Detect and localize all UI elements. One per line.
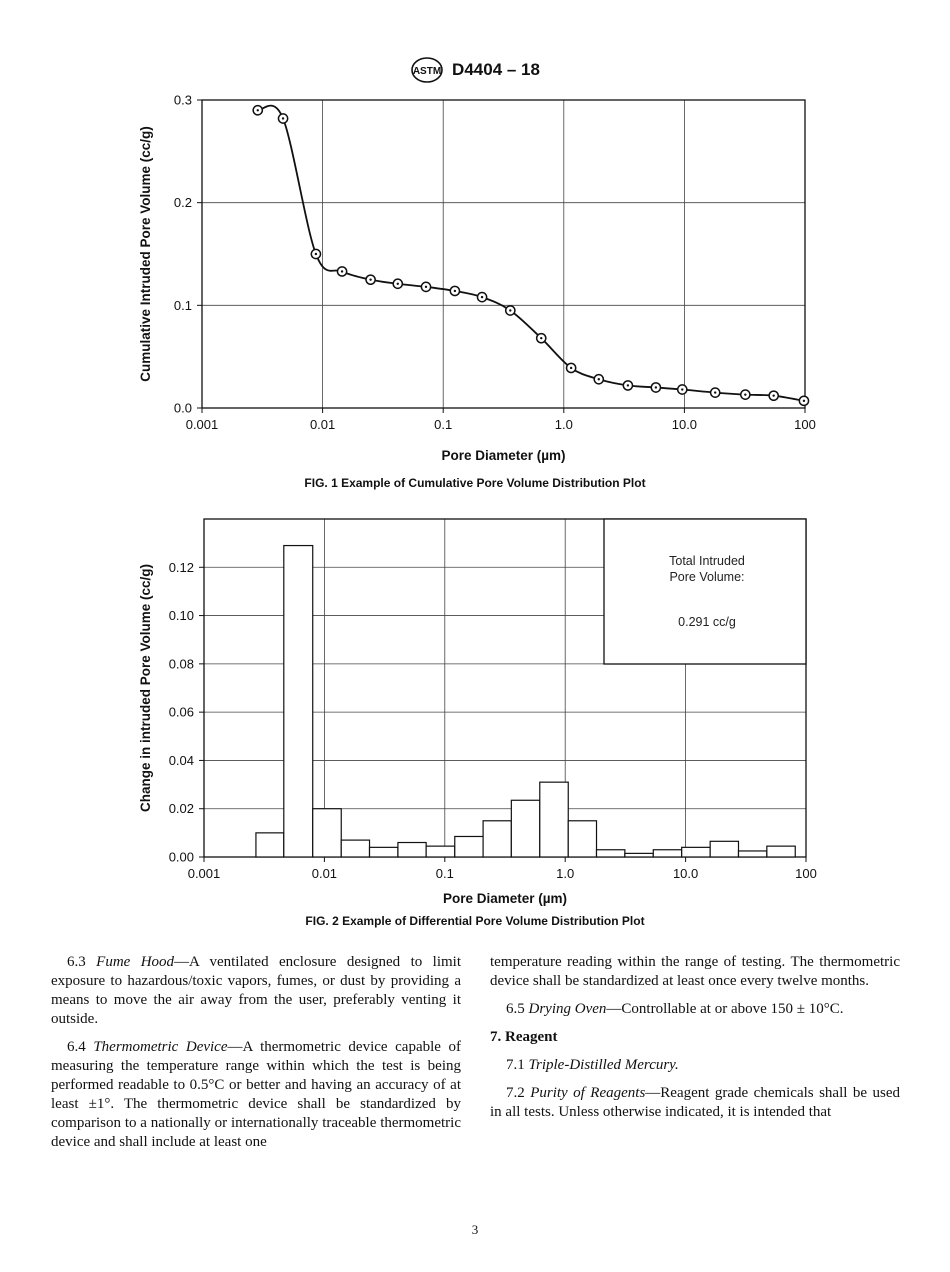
histogram-bar bbox=[682, 847, 710, 857]
data-point-center bbox=[655, 386, 657, 388]
histogram-bar bbox=[540, 782, 568, 857]
histogram-bar bbox=[398, 843, 426, 857]
paragraph-6-4-continued: temperature reading within the range of testing. The thermometric device shall be standardized at least once every twelve months. bbox=[490, 954, 900, 989]
x-tick-label: 10.0 bbox=[671, 417, 698, 432]
paragraph-text: —Reagent grade chemicals shall be used in all tests. Unless otherwise indicated, it is intended that bbox=[490, 1085, 900, 1120]
data-point bbox=[477, 293, 486, 302]
y-axis-label: Change in intruded Pore Volume (cc/g) bbox=[138, 563, 153, 813]
data-point-center bbox=[803, 400, 805, 402]
section-number: 6.5 bbox=[506, 1001, 525, 1017]
term: Thermometric Device bbox=[93, 1039, 228, 1055]
annotation-line-2: Pore Volume: bbox=[669, 570, 745, 584]
section-number: 6.4 bbox=[67, 1039, 86, 1055]
histogram-bar bbox=[568, 821, 596, 857]
x-tick-label: 100 bbox=[795, 866, 817, 881]
cumulative-series-line bbox=[258, 106, 804, 401]
histogram-bar bbox=[483, 821, 511, 857]
section-number: 6.3 bbox=[67, 954, 86, 970]
histogram-bar bbox=[710, 841, 738, 857]
data-point bbox=[393, 279, 402, 288]
histogram-bar bbox=[511, 800, 539, 857]
y-tick-label: 0.08 bbox=[168, 656, 194, 672]
plot-frame bbox=[202, 100, 805, 408]
data-point-center bbox=[315, 253, 317, 255]
x-tick-label: 0.001 bbox=[187, 866, 221, 881]
term: Purity of Reagents bbox=[530, 1085, 646, 1101]
y-tick-label: 0.04 bbox=[168, 752, 194, 768]
data-point-center bbox=[425, 286, 427, 288]
annotation-line-1: Total Intruded bbox=[669, 554, 745, 568]
data-point-center bbox=[540, 337, 542, 339]
data-point-center bbox=[598, 378, 600, 380]
x-tick-label: 0.1 bbox=[434, 417, 453, 432]
paragraph-text: —Controllable at or above 150 ± 10°C. bbox=[606, 1001, 844, 1017]
x-tick-label: 1.0 bbox=[554, 417, 573, 432]
svg-text:ASTM: ASTM bbox=[412, 66, 442, 77]
histogram-bar bbox=[767, 846, 795, 857]
data-point bbox=[623, 381, 632, 390]
paragraph-6-4 bbox=[51, 1038, 461, 1152]
data-point-center bbox=[341, 270, 343, 272]
data-point bbox=[651, 383, 660, 392]
figure-1-caption: FIG. 1 Example of Cumulative Pore Volume Distribution Plot bbox=[304, 476, 646, 490]
annotation-value: 0.291 cc/g bbox=[678, 615, 736, 629]
data-point-center bbox=[397, 283, 399, 285]
data-point bbox=[594, 375, 603, 384]
x-tick-label: 100 bbox=[794, 417, 816, 432]
histogram-bar bbox=[625, 853, 653, 857]
data-point-center bbox=[772, 394, 774, 396]
term: Triple-Distilled Mercury. bbox=[528, 1057, 679, 1073]
y-tick-label: 0.0 bbox=[173, 400, 192, 416]
histogram-bar bbox=[455, 836, 483, 857]
data-point-center bbox=[744, 393, 746, 395]
data-point-center bbox=[257, 109, 259, 111]
x-tick-label: 10.0 bbox=[672, 866, 699, 881]
figure-2-caption: FIG. 2 Example of Differential Pore Volume Distribution Plot bbox=[305, 914, 645, 928]
y-tick-label: 0.00 bbox=[168, 849, 194, 865]
y-tick-label: 0.12 bbox=[168, 559, 194, 575]
right-column bbox=[490, 953, 900, 1131]
page-header bbox=[0, 56, 950, 84]
section-number: 7.2 bbox=[506, 1085, 525, 1101]
paragraph-text: —A thermometric device capable of measuring the temperature range within which the test is being performed readable to 0.5°C or better and having an accuracy of at least ±1°. The thermometric device shall be standardized by comparison to a nationally or internationally traceable thermometric device and shall include at least one bbox=[51, 1039, 461, 1150]
paragraph-7-1 bbox=[490, 1056, 900, 1075]
histogram-bar bbox=[653, 850, 681, 857]
y-tick-label: 0.02 bbox=[168, 801, 194, 817]
x-tick-label: 0.001 bbox=[185, 417, 219, 432]
data-point bbox=[253, 106, 262, 115]
data-point-center bbox=[681, 388, 683, 390]
histogram-bar bbox=[370, 847, 398, 857]
data-point bbox=[366, 275, 375, 284]
section-number: 7.1 bbox=[506, 1057, 525, 1073]
data-point bbox=[337, 267, 346, 276]
x-tick-label: 1.0 bbox=[556, 866, 575, 881]
y-tick-label: 0.10 bbox=[168, 608, 194, 624]
data-point-center bbox=[282, 117, 284, 119]
data-point-center bbox=[627, 384, 629, 386]
data-point bbox=[769, 391, 778, 400]
histogram-bar bbox=[341, 840, 369, 857]
paragraph-6-3 bbox=[51, 953, 461, 1029]
data-point-center bbox=[369, 278, 371, 280]
data-point bbox=[278, 114, 287, 123]
x-tick-label: 0.1 bbox=[435, 866, 454, 881]
data-point-center bbox=[570, 367, 572, 369]
data-point-center bbox=[509, 309, 511, 311]
x-tick-label: 0.01 bbox=[311, 866, 338, 881]
histogram-bar bbox=[284, 546, 313, 857]
term: Drying Oven bbox=[528, 1001, 607, 1017]
document-designation: D4404 – 18 bbox=[452, 60, 540, 79]
total-volume-annotation-box bbox=[604, 519, 806, 664]
histogram-bar bbox=[597, 850, 625, 857]
x-axis-label: Pore Diameter (µm) bbox=[441, 448, 566, 463]
y-tick-label: 0.06 bbox=[168, 704, 194, 720]
paragraph-text: —A ventilated enclosure designed to limit exposure to hazardous/toxic vapors, fumes, or dust by providing a means to move the air away from the user, preferably venting it outside. bbox=[51, 954, 461, 1027]
data-point bbox=[799, 396, 808, 405]
data-point bbox=[421, 282, 430, 291]
data-point bbox=[537, 334, 546, 343]
data-point bbox=[711, 388, 720, 397]
y-tick-label: 0.2 bbox=[173, 195, 192, 211]
histogram-bar bbox=[738, 851, 766, 857]
y-axis-label: Cumulative Intruded Pore Volume (cc/g) bbox=[138, 126, 153, 382]
data-point bbox=[567, 363, 576, 372]
astm-logo-icon bbox=[410, 56, 444, 84]
histogram-bar bbox=[256, 833, 284, 857]
data-point-center bbox=[714, 391, 716, 393]
data-point-center bbox=[454, 290, 456, 292]
y-tick-label: 0.3 bbox=[173, 92, 192, 108]
x-tick-label: 0.01 bbox=[309, 417, 336, 432]
section-heading-reagent: 7. Reagent bbox=[490, 1029, 558, 1045]
data-point bbox=[741, 390, 750, 399]
left-column bbox=[51, 953, 461, 1161]
cumulative-pore-volume-chart bbox=[0, 90, 950, 470]
y-tick-label: 0.1 bbox=[173, 297, 192, 313]
term: Fume Hood bbox=[96, 954, 175, 970]
histogram-bar bbox=[426, 846, 455, 857]
data-point bbox=[506, 306, 515, 315]
data-point-center bbox=[481, 296, 483, 298]
page-number: 3 bbox=[471, 1222, 479, 1237]
differential-pore-volume-chart bbox=[0, 510, 950, 910]
data-point bbox=[450, 286, 459, 295]
data-point bbox=[678, 385, 687, 394]
x-axis-label: Pore Diameter (µm) bbox=[442, 891, 568, 906]
paragraph-7-2 bbox=[490, 1084, 900, 1122]
histogram-bar bbox=[313, 809, 342, 857]
data-point bbox=[311, 249, 320, 258]
paragraph-6-5 bbox=[490, 1000, 900, 1019]
